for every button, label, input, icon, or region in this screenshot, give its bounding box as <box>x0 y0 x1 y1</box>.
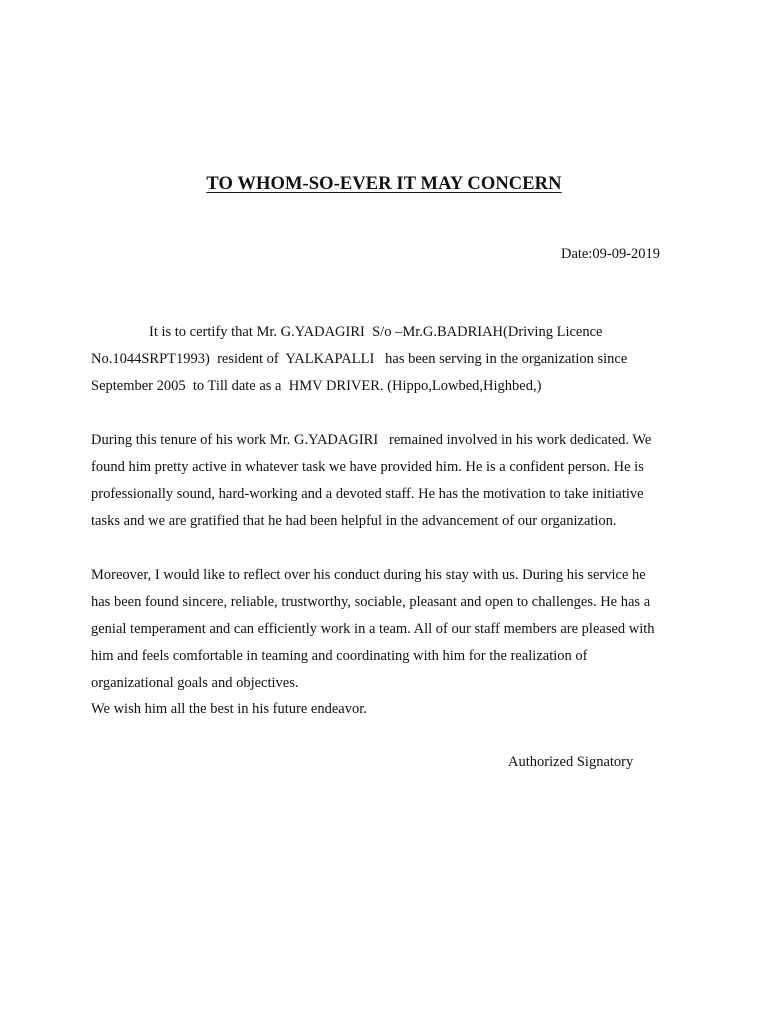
paragraph2-line-2: found him pretty active in whatever task we have provided him. He is a confident person. He is <box>91 459 644 475</box>
document-date: Date:09-09-2019 <box>561 246 661 262</box>
paragraph1-line-1: It is to certify that Mr. G.YADAGIRI S/o –Mr.G.BADRIAH(Driving Licence <box>91 324 603 340</box>
closing-line: We wish him all the best in his future endeavor. <box>91 701 367 717</box>
document-title: TO WHOM-SO-EVER IT MAY CONCERN <box>206 174 562 194</box>
paragraph2-line-4: tasks and we are gratified that he had been helpful in the advancement of our organization. <box>91 513 617 529</box>
paragraph3-line-2: has been found sincere, reliable, trustworthy, sociable, pleasant and open to challenges. He has a <box>91 594 651 610</box>
paragraph3-line-4: him and feels comfortable in teaming and coordinating with him for the realization of <box>91 648 588 664</box>
paragraph3-line-5: organizational goals and objectives. <box>91 675 299 691</box>
paragraph1-line-2: No.1044SRPT1993) resident of YALKAPALLI has been serving in the organization since <box>91 351 628 367</box>
paragraph2-line-3: professionally sound, hard-working and a devoted staff. He has the motivation to take initiative <box>91 486 644 502</box>
paragraph3-line-3: genial temperament and can efficiently work in a team. All of our staff members are pleased with <box>91 621 655 637</box>
paragraph3-line-1: Moreover, I would like to reflect over his conduct during his stay with us. During his service he <box>91 567 646 583</box>
paragraph1-line-3: September 2005 to Till date as a HMV DRIVER. (Hippo,Lowbed,Highbed,) <box>91 378 542 394</box>
authorized-signatory: Authorized Signatory <box>508 754 634 770</box>
paragraph2-line-1: During this tenure of his work Mr. G.YADAGIRI remained involved in his work dedicated. We <box>91 432 652 448</box>
